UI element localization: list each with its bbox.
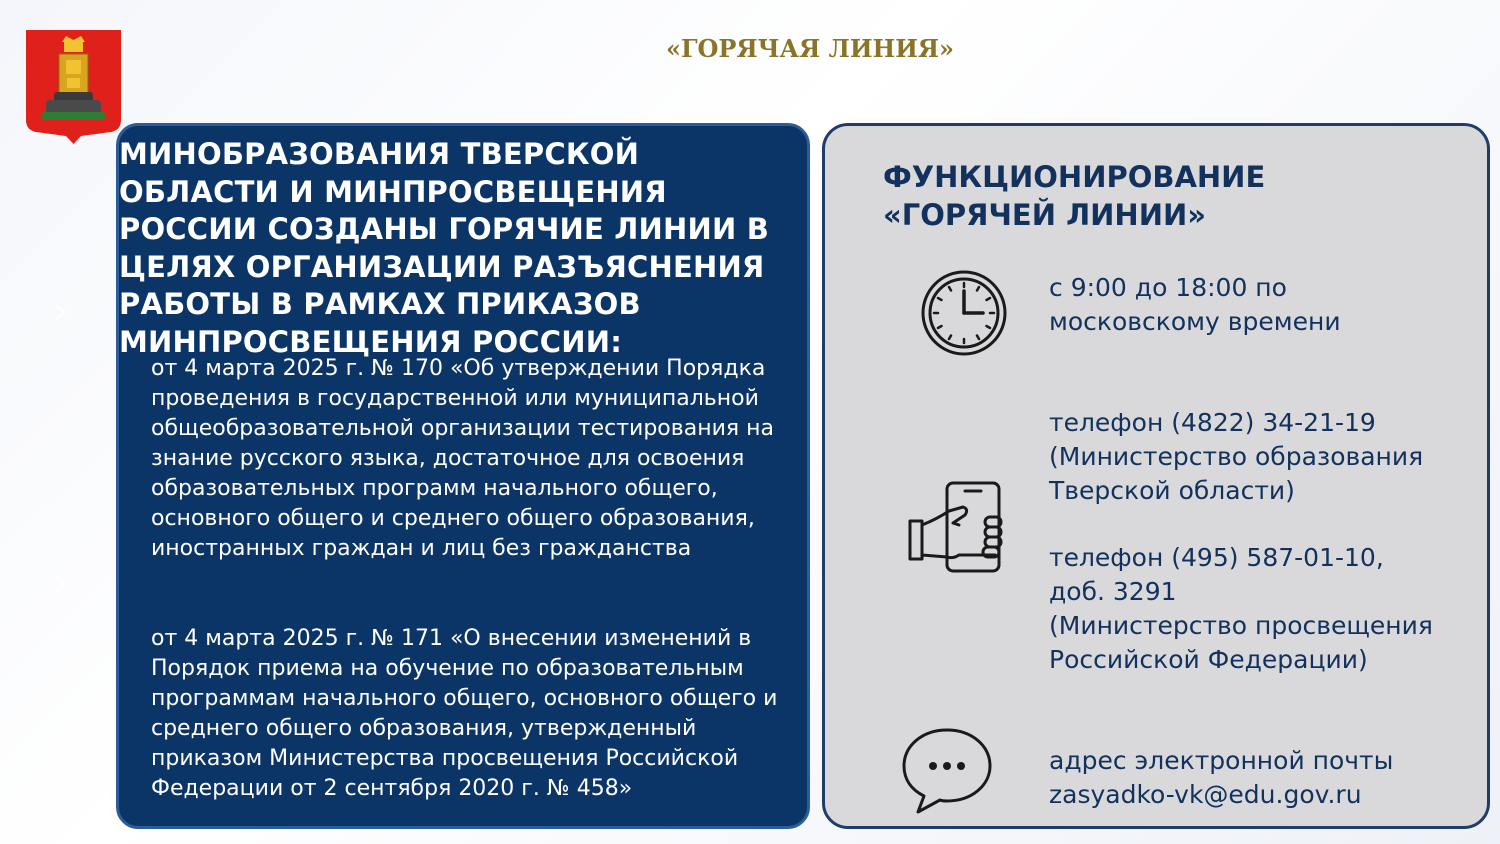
hotline-info-heading-line2: «ГОРЯЧЕЙ ЛИНИИ»: [883, 198, 1206, 232]
hotline-info-heading-line1: ФУНКЦИОНИРОВАНИЕ: [883, 160, 1266, 194]
chat-bubble-icon: [900, 724, 995, 819]
working-hours-value: с 9:00 до 18:00 по московскому времени: [1049, 273, 1341, 336]
order-item: от 4 марта 2025 г. № 171 «О внесении изменений в Порядок приема на обучение по образовательным программам начального общего, основного общего и среднего общего образования, утвержденный приказом Министерства просвещения Российской Федерации от 2 сентября 2020 г. № 458»: [151, 626, 778, 801]
phone-tver-ministry: [1049, 406, 1469, 508]
working-hours-text: [1049, 271, 1429, 339]
hotline-info-panel: [822, 123, 1490, 829]
hotline-info-heading: [883, 158, 1265, 234]
phone-number: телефон (495) 587-01-10, доб. 3291: [1049, 543, 1384, 606]
phone-number: телефон (4822) 34-21-19: [1049, 408, 1376, 437]
email-label: адрес электронной почты: [1049, 746, 1394, 775]
clock-icon: [920, 269, 1008, 357]
page-title: «ГОРЯЧАЯ ЛИНИЯ»: [665, 34, 955, 63]
phone-org: (Министерство образования Тверской области): [1049, 442, 1424, 505]
order-item: от 4 марта 2025 г. № 170 «Об утверждении Порядка проведения в государственной или муниципальной общеобразовательной организации тестирования на знание русского языка, достаточное для освоения образовательных программ начального общего, основного общего и среднего общего образования, иностранных граждан и лиц без гражданства: [151, 356, 774, 561]
email-block: [1049, 744, 1393, 812]
phone-org: (Министерство просвещения Российской Федерации): [1049, 611, 1433, 674]
email-address[interactable]: zasyadko-vk@edu.gov.ru: [1049, 780, 1362, 809]
phone-federal-ministry: [1049, 541, 1479, 677]
orders-panel-heading: МИНОБРАЗОВАНИЯ ТВЕРСКОЙ ОБЛАСТИ И МИНПРОСВЕЩЕНИЯ РОССИИ СОЗДАНЫ ГОРЯЧИЕ ЛИНИИ В ЦЕЛЯХ ОРГАНИЗАЦИИ РАЗЪЯСНЕНИЯ РАБОТЫ В РАМКАХ ПРИКАЗОВ МИНПРОСВЕЩЕНИЯ РОССИИ:: [119, 137, 770, 359]
orders-panel: [116, 123, 810, 829]
chevron-decor-icon: ›: [52, 288, 69, 334]
hand-phone-icon: [907, 481, 1007, 576]
chevron-decor-icon: ›: [52, 560, 69, 606]
